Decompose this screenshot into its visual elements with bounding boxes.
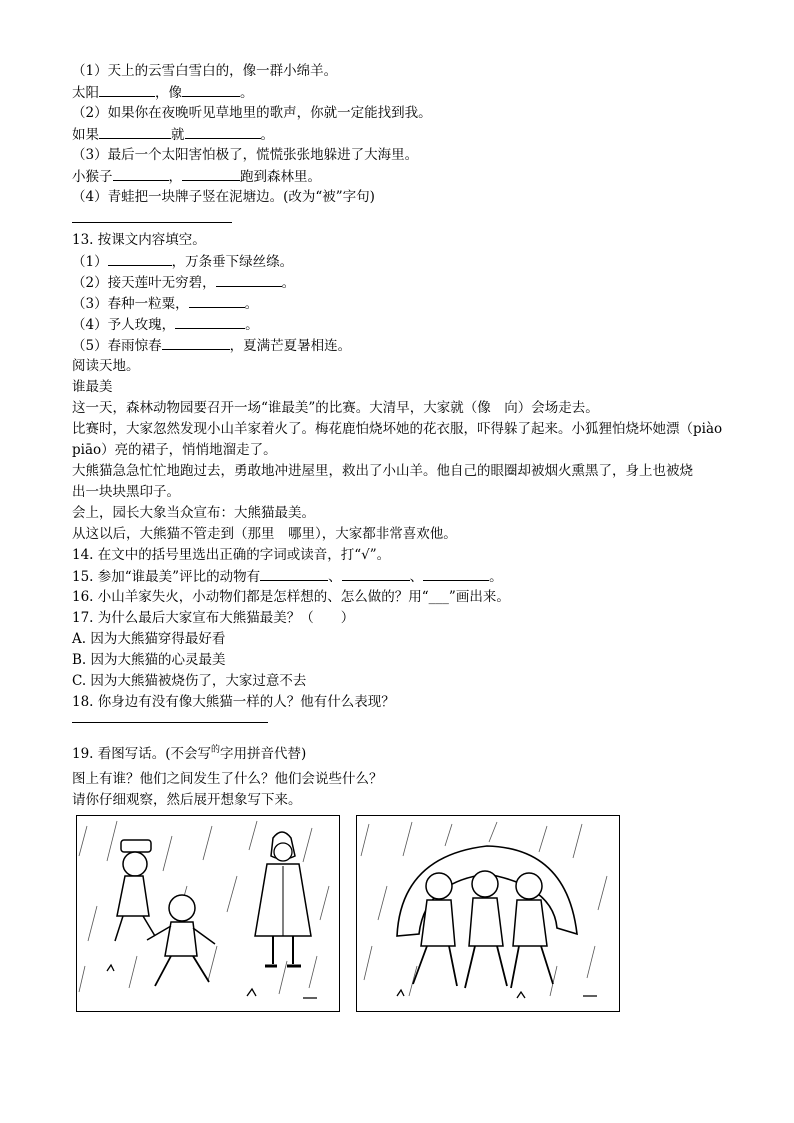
- rewrite-answer-3: 小猴子 ， 跑到森林里。: [72, 169, 321, 185]
- q18: 18. 你身边有没有像大熊猫一样的人？他有什么表现？: [72, 694, 395, 710]
- passage-paragraph-2a: 比赛时，大家忽然发现小山羊家着火了。梅花鹿怕烧坏她的花衣服，吓得躲了起来。小狐狸怕烧坏她漂（piào: [72, 421, 723, 437]
- answer-blank[interactable]: [175, 315, 245, 329]
- q13-item-4: （4）予人玫瑰， 。: [72, 317, 259, 333]
- rain-scene-illustration-1: [77, 816, 339, 1011]
- q17-option-a[interactable]: A. 因为大熊猫穿得最好看: [72, 631, 226, 647]
- answer-line[interactable]: [72, 222, 232, 223]
- q16: 16. 小山羊家失火，小动物们都是怎样想的、怎么做的？用“___”画出来。: [72, 589, 510, 605]
- passage-paragraph-3a: 大熊猫急急忙忙地跑过去，勇敢地冲进屋里，救出了小山羊。他自己的眼圈却被烟火熏黑了，身上也被烧: [72, 463, 693, 479]
- passage-paragraph-2b: piāo）亮的裙子，悄悄地溜走了。: [72, 442, 277, 458]
- answer-line[interactable]: [72, 722, 268, 723]
- reading-heading: 阅读天地。: [72, 358, 140, 374]
- answer-blank[interactable]: [189, 294, 245, 308]
- q14: 14. 在文中的括号里选出正确的字词或读音，打“√”。: [72, 547, 391, 563]
- answer-blank[interactable]: [108, 252, 172, 266]
- answer-blank[interactable]: [342, 567, 410, 581]
- underline-mark: ___: [428, 589, 449, 605]
- q19-title: 19. 看图写话。(不会写$^的$字用拼音代替): [72, 745, 307, 762]
- rewrite-q2: （2）如果你在夜晚听见草地里的歌声，你就一定能找到我。: [72, 105, 432, 121]
- rain-scene-illustration-2: [357, 816, 619, 1011]
- rewrite-answer-1: 太阳 ，像 。: [72, 85, 254, 101]
- q19-prompt-1: 图上有谁？他们之间发生了什么？他们会说些什么？: [72, 771, 383, 787]
- answer-blank[interactable]: [185, 125, 261, 139]
- q15: 15. 参加“谁最美”评比的动物有 、 、 。: [72, 569, 503, 585]
- q17-title: 17. 为什么最后大家宣布大熊猫最美？（ ）: [72, 610, 355, 626]
- rewrite-answer-2: 如果 就 。: [72, 127, 274, 143]
- q17-option-c[interactable]: C. 因为大熊猫被烧伤了，大家过意不去: [72, 673, 307, 689]
- answer-blank[interactable]: [162, 336, 230, 350]
- answer-blank[interactable]: [113, 167, 169, 181]
- passage-paragraph-3b: 出一块块黑印子。: [72, 484, 180, 500]
- answer-blank[interactable]: [216, 273, 282, 287]
- rewrite-q1: （1）天上的云雪白雪白的，像一群小绵羊。: [72, 63, 338, 79]
- rewrite-q3: （3）最后一个太阳害怕极了，慌慌张张地躲进了大海里。: [72, 147, 419, 163]
- rewrite-q4: （4）青蛙把一块牌子竖在泥塘边。(改为“被”字句): [72, 189, 375, 205]
- answer-blank[interactable]: [99, 83, 155, 97]
- answer-blank[interactable]: [182, 167, 240, 181]
- q13-title: 13. 按课文内容填空。: [72, 232, 206, 248]
- answer-blank[interactable]: [260, 567, 328, 581]
- passage-paragraph-5: 从这以后，大熊猫不管走到（那里 哪里），大家都非常喜欢他。: [72, 526, 457, 542]
- answer-blank[interactable]: [99, 125, 171, 139]
- passage-title: 谁最美: [72, 379, 113, 395]
- rain-picture-1: [76, 815, 340, 1012]
- q17-option-b[interactable]: B. 因为大熊猫的心灵最美: [72, 652, 226, 668]
- passage-paragraph-1: 这一天，森林动物园要召开一场“谁最美”的比赛。大清早，大家就（像 向）会场走去。: [72, 400, 599, 416]
- answer-blank[interactable]: [423, 567, 489, 581]
- q13-item-1: （1） ，万条垂下绿丝绦。: [72, 254, 294, 270]
- q13-item-2: （2）接天莲叶无穷碧， 。: [72, 275, 296, 291]
- q13-item-3: （3）春种一粒粟， 。: [72, 296, 259, 312]
- passage-paragraph-4: 会上，园长大象当众宣布：大熊猫最美。: [72, 505, 315, 521]
- q19-prompt-2: 请你仔细观察，然后展开想象写下来。: [72, 792, 302, 808]
- answer-blank[interactable]: [182, 83, 240, 97]
- rain-picture-2: [356, 815, 620, 1012]
- q13-item-5: （5）春雨惊春 ，夏满芒夏暑相连。: [72, 338, 352, 354]
